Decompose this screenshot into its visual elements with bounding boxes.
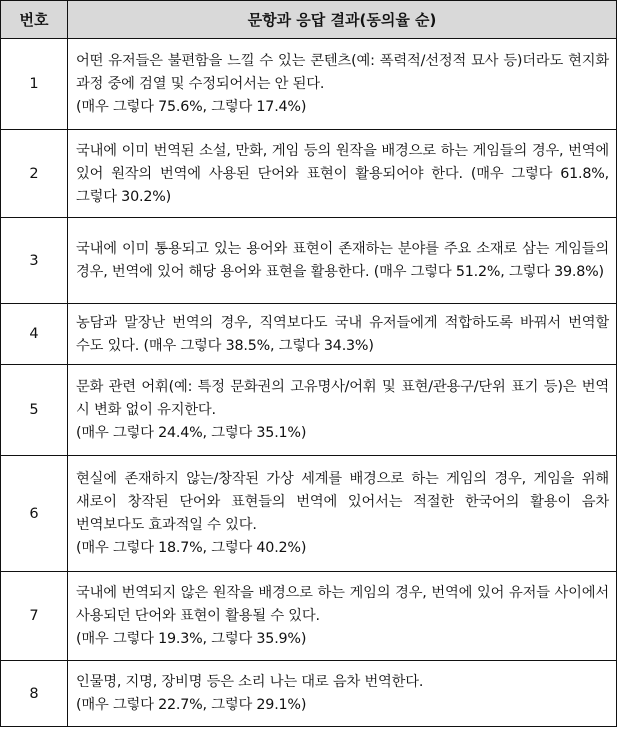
row-number: 6: [1, 456, 68, 572]
row-result: (매우 그렇다 19.3%, 그렇다 35.9%): [76, 631, 307, 647]
row-result: (매우 그렇다 61.8%, 그렇다 30.2%): [76, 165, 609, 205]
row-result: (매우 그렇다 51.2%, 그렇다 39.8%): [373, 264, 604, 280]
table-header-row: [1, 1, 617, 39]
row-statement: 어떤 유저들은 불편함을 느낄 수 있는 콘텐츠(예: 폭력적/선정적 묘사 등)더라도 현지화 과정 중에 검열 및 수정되어서는 안 된다.: [76, 53, 609, 92]
table-row: [1, 130, 617, 218]
header-content: 문항과 응답 결과(동의율 순): [68, 1, 617, 39]
row-statement: 국내에 번역되지 않은 원작을 배경으로 하는 게임의 경우, 번역에 있어 유저들 사이에서 사용되던 단어와 표현이 활용될 수 있다.: [76, 585, 609, 624]
row-statement: 국내에 이미 번역된 소설, 만화, 게임 등의 원작을 배경으로 하는 게임들의 경우, 번역에 있어 원작의 번역에 사용된 단어와 표현이 활용되어야 한다.: [76, 142, 609, 182]
row-number: 3: [1, 218, 68, 304]
row-result: (매우 그렇다 24.4%, 그렇다 35.1%): [76, 425, 307, 441]
row-statement: 문화 관련 어휘(예: 특정 문화권의 고유명사/어휘 및 표현/관용구/단위 표기 등)은 번역 시 변화 없이 유지한다.: [76, 379, 609, 418]
table-row: [1, 365, 617, 456]
row-statement: 국내에 이미 통용되고 있는 용어와 표현이 존재하는 분야를 주요 소재로 삼는 게임들의 경우, 번역에 있어 해당 용어와 표현을 활용한다.: [76, 241, 609, 280]
row-content: [68, 218, 617, 304]
row-content: [68, 572, 617, 661]
row-content: [68, 365, 617, 456]
row-result: (매우 그렇다 75.6%, 그렇다 17.4%): [76, 99, 307, 115]
row-number: 8: [1, 661, 68, 727]
row-content: [68, 130, 617, 218]
table-row: [1, 661, 617, 727]
row-content: [68, 304, 617, 365]
row-result: (매우 그렇다 22.7%, 그렇다 29.1%): [76, 697, 307, 713]
row-statement: 인물명, 지명, 장비명 등은 소리 나는 대로 음차 번역한다.: [76, 674, 424, 690]
row-content: [68, 661, 617, 727]
row-statement: 현실에 존재하지 않는/창작된 가상 세계를 배경으로 하는 게임의 경우, 게임을 위해 새로이 창작된 단어와 표현들의 번역에 있어서는 적절한 한국어의 활용이 음차 번역보다도 효과적일 수 있다.: [76, 471, 609, 533]
header-number: 번호: [1, 1, 68, 39]
row-result: (매우 그렇다 18.7%, 그렇다 40.2%): [76, 540, 307, 556]
row-number: 1: [1, 39, 68, 130]
row-number: 7: [1, 572, 68, 661]
row-number: 2: [1, 130, 68, 218]
table-row: [1, 456, 617, 572]
table-row: [1, 218, 617, 304]
row-statement: 농담과 말장난 번역의 경우, 직역보다도 국내 유저들에게 적합하도록 바꿔서 번역할 수도 있다.: [76, 314, 609, 354]
row-number: 4: [1, 304, 68, 365]
row-content: [68, 456, 617, 572]
table-row: [1, 39, 617, 130]
row-result: (매우 그렇다 38.5%, 그렇다 34.3%): [143, 337, 374, 354]
row-content: [68, 39, 617, 130]
table-row: [1, 304, 617, 365]
table-row: [1, 572, 617, 661]
row-number: 5: [1, 365, 68, 456]
